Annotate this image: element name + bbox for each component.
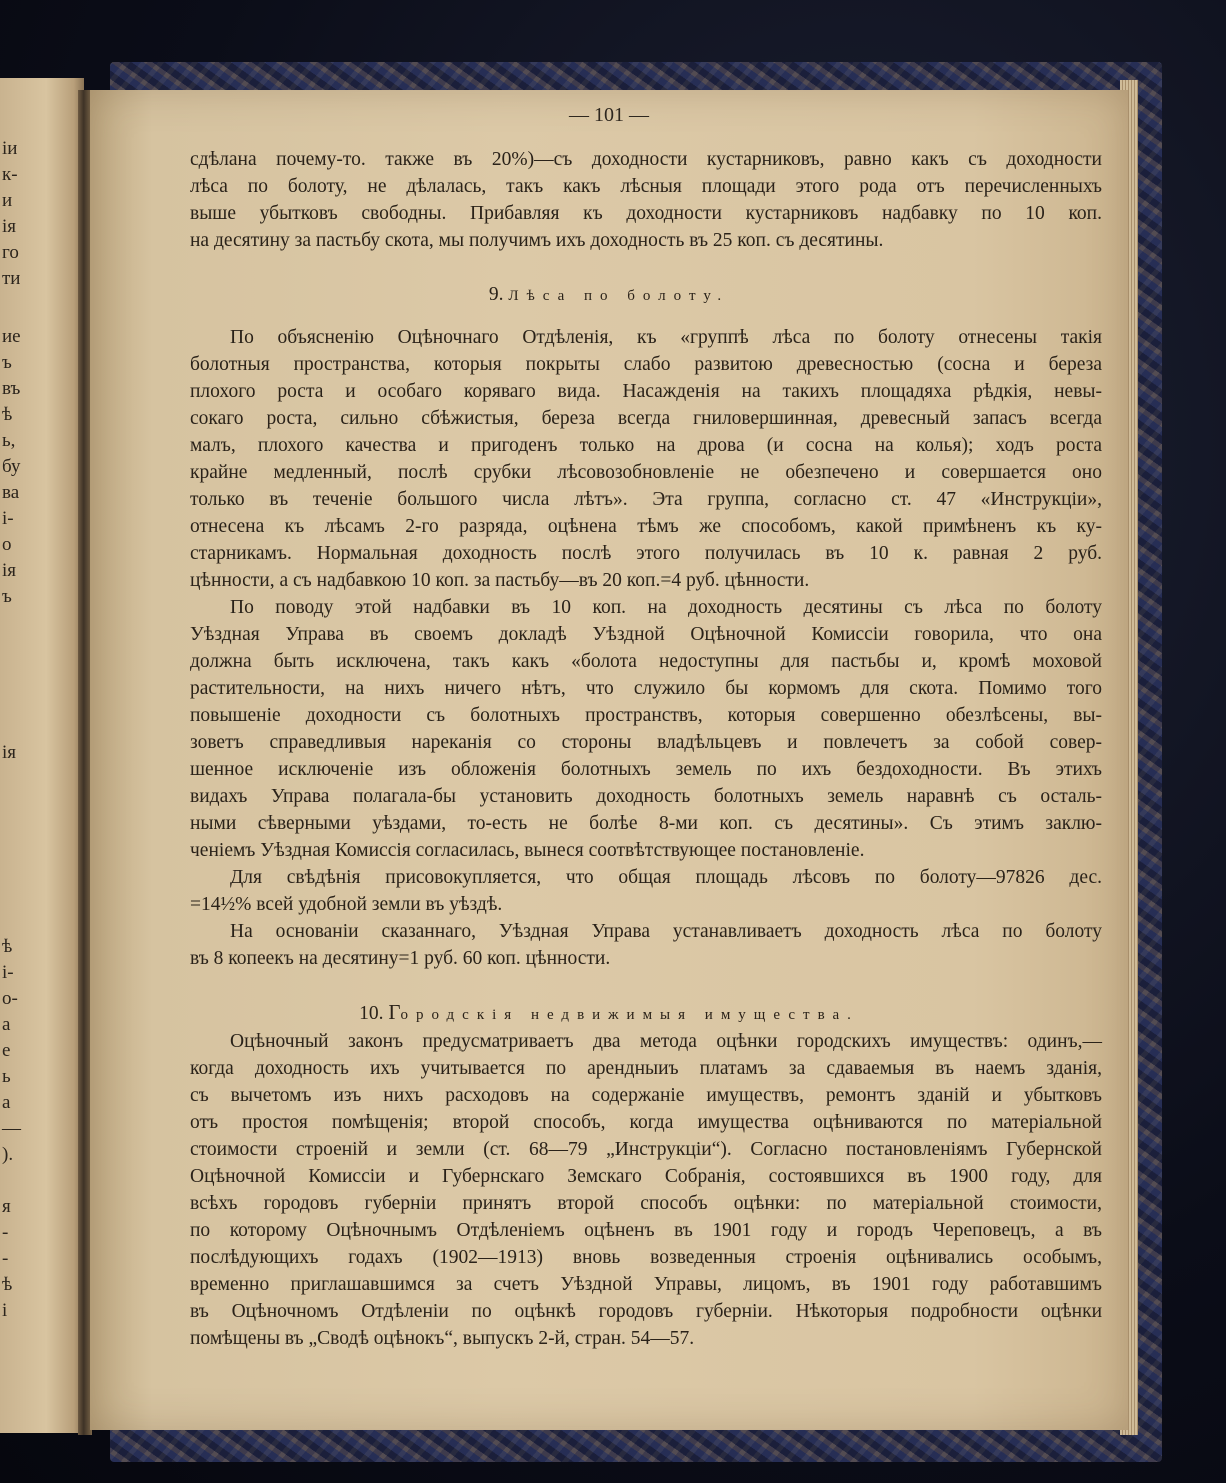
previous-page-text-fragment: ь (2, 1066, 11, 1087)
text-line: повышеніе доходности съ болотныхъ пространствъ, которыя совершенно обезлѣсены, вы- (190, 705, 1102, 726)
previous-page-text-fragment: ія (2, 216, 17, 237)
text-line: плохого роста и особаго коряваго вида. Насажденія на такихъ площадяха рѣдкія, невы- (190, 381, 1102, 402)
previous-page-text-fragment: бу (2, 456, 21, 477)
text-line: должна быть исключена, такъ какъ «болота недоступны для пастьбы и, кромѣ моховой (190, 651, 1102, 672)
text-line: шенное исключеніе изъ обложенія болотныхъ земель по ихъ бездоходности. Въ этихъ (190, 759, 1102, 780)
text-line: Уѣздная Управа въ своемъ докладѣ Уѣздной Оцѣночной Комиссіи говорила, что она (190, 624, 1102, 645)
text-line: =14½% всей удобной земли въ уѣздѣ. (190, 894, 503, 915)
book-page (90, 90, 1128, 1430)
text-line: На основаніи сказаннаго, Уѣздная Управа устанавливаетъ доходность лѣса по болоту (230, 921, 1102, 942)
text-line: временно приглашавшимся за счетъ Уѣздной Управы, лицомъ, въ 1901 году работавшимъ (190, 1274, 1102, 1295)
previous-page-text-fragment: ѣ (2, 1274, 13, 1295)
text-line: сдѣлана почему-то. также въ 20%)—съ доходности кустарниковъ, равно какъ съ доходности (190, 149, 1102, 170)
previous-page-text-fragment: ія (2, 560, 17, 581)
previous-page-text-fragment: ѣ (2, 936, 13, 957)
previous-page-text-fragment: я (2, 1196, 11, 1217)
previous-page-text-fragment: го (2, 242, 19, 263)
text-line: лѣса по болоту, не дѣлалась, такъ какъ лѣсныя площади этого рода отъ перечисленныхъ (190, 176, 1102, 197)
text-line: когда доходность ихъ учитывается по арендныиъ платамъ за сдаваемыя въ наемъ зданія, (190, 1058, 1102, 1079)
previous-page-text-fragment: е (2, 1040, 11, 1061)
text-line: зоветъ справедливыя нареканія со стороны владѣльцевъ и повлечетъ за собой совер- (190, 732, 1102, 753)
text-line: малъ, плохого качества и пригоденъ только на дрова (и сосна на колья); ходъ роста (190, 435, 1102, 456)
previous-page-text-fragment: і (2, 1300, 8, 1321)
text-line: По поводу этой надбавки въ 10 коп. на доходность десятины съ лѣса по болоту (230, 597, 1102, 618)
previous-page-text-fragment: ). (2, 1144, 14, 1165)
previous-page-text-fragment: а (2, 1014, 11, 1035)
text-line: по которому Оцѣночнымъ Отдѣленіемъ оцѣненъ въ 1901 году и городъ Череповецъ, а въ (190, 1220, 1102, 1241)
text-line: съ вычетомъ изъ нихъ расходовъ на содержаніе имуществъ, ремонтъ зданій и убытковъ (190, 1085, 1102, 1106)
previous-page-text-fragment: - (2, 1222, 9, 1243)
text-line: въ Оцѣночномъ Отдѣленіи по оцѣнкѣ городовъ губерніи. Нѣкоторыя подробности оцѣнки (190, 1301, 1102, 1322)
previous-page-text-fragment: іи (2, 138, 18, 159)
page-number: — 101 — (569, 104, 649, 126)
text-line: ченіемъ Уѣздная Комиссія согласилась, вынеся соотвѣтствующее постановленіе. (190, 840, 865, 861)
previous-page-text-fragment: ие (2, 326, 21, 347)
text-line: болотныя пространства, которыя покрыты слабо развитою древесностью (сосна и береза (190, 354, 1102, 375)
section-title: Лѣса по болоту. (508, 288, 730, 304)
previous-page-edge (0, 78, 84, 1433)
text-line: всѣхъ городовъ губерніи принятъ второй способъ оцѣнки: по матеріальной стоимости, (190, 1193, 1102, 1214)
previous-page-text-fragment: ь, (2, 430, 16, 451)
text-line: ными сѣверными уѣздами, то-есть не болѣе 8-ми коп. съ десятины». Съ этимъ заклю- (190, 813, 1102, 834)
previous-page-text-fragment: ія (2, 742, 17, 763)
previous-page-text-fragment: о- (2, 988, 18, 1009)
previous-page-text-fragment: ти (2, 268, 21, 289)
text-line: растительности, на нихъ ничего нѣтъ, что служило бы кормомъ для скота. Помимо того (190, 678, 1102, 699)
previous-page-text-fragment: і- (2, 962, 14, 983)
previous-page-text-fragment: ва (2, 482, 20, 503)
text-line: По объясненію Оцѣночнаго Отдѣленія, къ «группѣ лѣса по болоту отнесены такія (230, 327, 1102, 348)
previous-page-text-fragment: а (2, 1092, 11, 1113)
section-number: 10. (359, 1003, 384, 1024)
text-line: выше убытковъ свободны. Прибавляя къ доходности кустарниковъ надбавку по 10 коп. (190, 203, 1102, 224)
text-line: отнесена къ лѣсамъ 2-го разряда, оцѣнена тѣмъ же способомъ, какой примѣненъ къ ку- (190, 516, 1102, 537)
text-line: стоимости строеній и земли (ст. 68—79 „Инструкціи“). Согласно постановленіямъ Губернской (190, 1139, 1102, 1160)
previous-page-text-fragment: и (2, 190, 13, 211)
previous-page-text-fragment: — (2, 1118, 21, 1139)
text-line: отъ простоя помѣщенія; второй способъ, когда имущества оцѣниваются по матеріальной (190, 1112, 1102, 1133)
text-line: цѣнности, а съ надбавкою 10 коп. за пастьбу—въ 20 коп.=4 руб. цѣнности. (190, 570, 810, 591)
previous-page-text-fragment: ъ (2, 586, 12, 607)
text-line: на десятину за пастьбу скота, мы получимъ ихъ доходность въ 25 коп. съ десятины. (190, 230, 884, 251)
text-line: крайне медленный, послѣ срубки лѣсовозобновленіе не обезпечено и совершается оно (190, 462, 1102, 483)
previous-page-text-fragment: ѣ (2, 404, 13, 425)
previous-page-text-fragment: к- (2, 164, 18, 185)
text-line: въ 8 копеекъ на десятину=1 руб. 60 коп. цѣнности. (190, 948, 611, 969)
previous-page-text-fragment: ъ (2, 352, 12, 373)
previous-page-text-fragment: въ (2, 378, 21, 399)
text-line: Оцѣночной Комиссіи и Губернскаго Земскаго Собранія, состоявшихся въ 1900 году, для (190, 1166, 1102, 1187)
text-line: Оцѣночный законъ предусматриваетъ два метода оцѣнки городскихъ имуществъ: одинъ,— (230, 1031, 1102, 1052)
text-line: помѣщены въ „Сводѣ оцѣнокъ“, выпускъ 2-й, стран. 54—57. (190, 1328, 695, 1349)
previous-page-text-fragment: о (2, 534, 12, 555)
section-heading-urban (90, 1000, 1128, 1025)
text-line: послѣдующихъ годахъ (1902—1913) вновь возведенныя строенія оцѣнивались особымъ, (190, 1247, 1102, 1268)
text-line: только въ теченіе большого числа лѣтъ». Эта группа, согласно ст. 47 «Инструкціи», (190, 489, 1102, 510)
text-line: сокаго роста, сильно сбѣжистыя, береза всегда гниловершинная, древесный запасъ всегда (190, 408, 1102, 429)
section-title: ородскія недвижимыя имущества. (400, 1007, 859, 1023)
section-heading-forest (90, 284, 1128, 306)
previous-page-text-fragment: і- (2, 508, 14, 529)
previous-page-text-fragment: - (2, 1248, 9, 1269)
section-number: 9. (488, 284, 504, 305)
section-title-initial: Г (388, 1000, 401, 1024)
text-line: старникамъ. Нормальная доходность послѣ этого получилась въ 10 к. равная 2 руб. (190, 543, 1102, 564)
text-line: Для свѣдѣнія присовокупляется, что общая площадь лѣсовъ по болоту—97826 дес. (230, 867, 1102, 888)
text-line: видахъ Управа полагала-бы установить доходность болотныхъ земель наравнѣ съ осталь- (190, 786, 1102, 807)
